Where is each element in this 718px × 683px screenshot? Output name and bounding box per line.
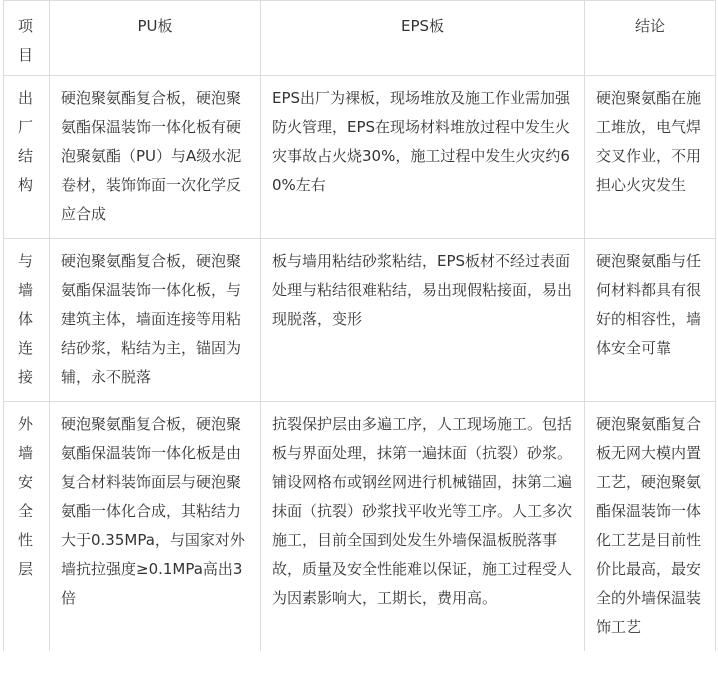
row-item-cell: 出厂结构 [4,76,50,239]
header-pu-board: PU板 [50,1,261,76]
pu-cell: 硬泡聚氨酯复合板，硬泡聚氨酯保温装饰一体化板是由复合材料装饰面层与硬泡聚氨酯一体化合成，其粘结力大于0.35MPa，与国家对外墙抗拉强度≥0.1MPa高出3倍 [50,402,261,652]
conclusion-cell: 硬泡聚氨酯在施工堆放，电气焊交叉作业，不用担心火灾发生 [585,76,716,239]
comparison-table [3,0,716,651]
row-item-cell: 与墙体连接 [4,239,50,402]
header-eps-board: EPS板 [261,1,585,76]
table-row [4,402,716,652]
row-item-cell: 外墙安全性层 [4,402,50,652]
conclusion-cell: 硬泡聚氨酯复合板无网大模内置工艺，硬泡聚氨酯保温装饰一体化工艺是目前性价比最高，最安全的外墙保温装饰工艺 [585,402,716,652]
eps-cell: EPS出厂为裸板，现场堆放及施工作业需加强防火管理，EPS在现场材料堆放过程中发生火灾事故占火烧30%，施工过程中发生火灾约60%左右 [261,76,585,239]
table-row [4,239,716,402]
table-row [4,76,716,239]
pu-cell: 硬泡聚氨酯复合板，硬泡聚氨酯保温装饰一体化板有硬泡聚氨酯（PU）与A级水泥卷材，装饰饰面一次化学反应合成 [50,76,261,239]
header-conclusion: 结论 [585,1,716,76]
eps-cell: 抗裂保护层由多遍工序，人工现场施工。包括板与界面处理，抹第一遍抹面（抗裂）砂浆。铺设网格布或钢丝网进行机械锚固，抹第二遍抹面（抗裂）砂浆找平收光等工序。人工多次施工，目前全国到处发生外墙保温板脱落事故，质量及安全性能难以保证，施工过程受人为因素影响大，工期长，费用高。 [261,402,585,652]
eps-cell: 板与墙用粘结砂浆粘结，EPS板材不经过表面处理与粘结很难粘结，易出现假粘接面，易出现脱落，变形 [261,239,585,402]
pu-cell: 硬泡聚氨酯复合板，硬泡聚氨酯保温装饰一体化板，与建筑主体，墙面连接等用粘结砂浆，粘结为主，锚固为辅，永不脱落 [50,239,261,402]
table-header-row [4,1,716,76]
conclusion-cell: 硬泡聚氨酯与任何材料都具有很好的相容性，墙体安全可靠 [585,239,716,402]
header-item: 项目 [4,1,50,76]
